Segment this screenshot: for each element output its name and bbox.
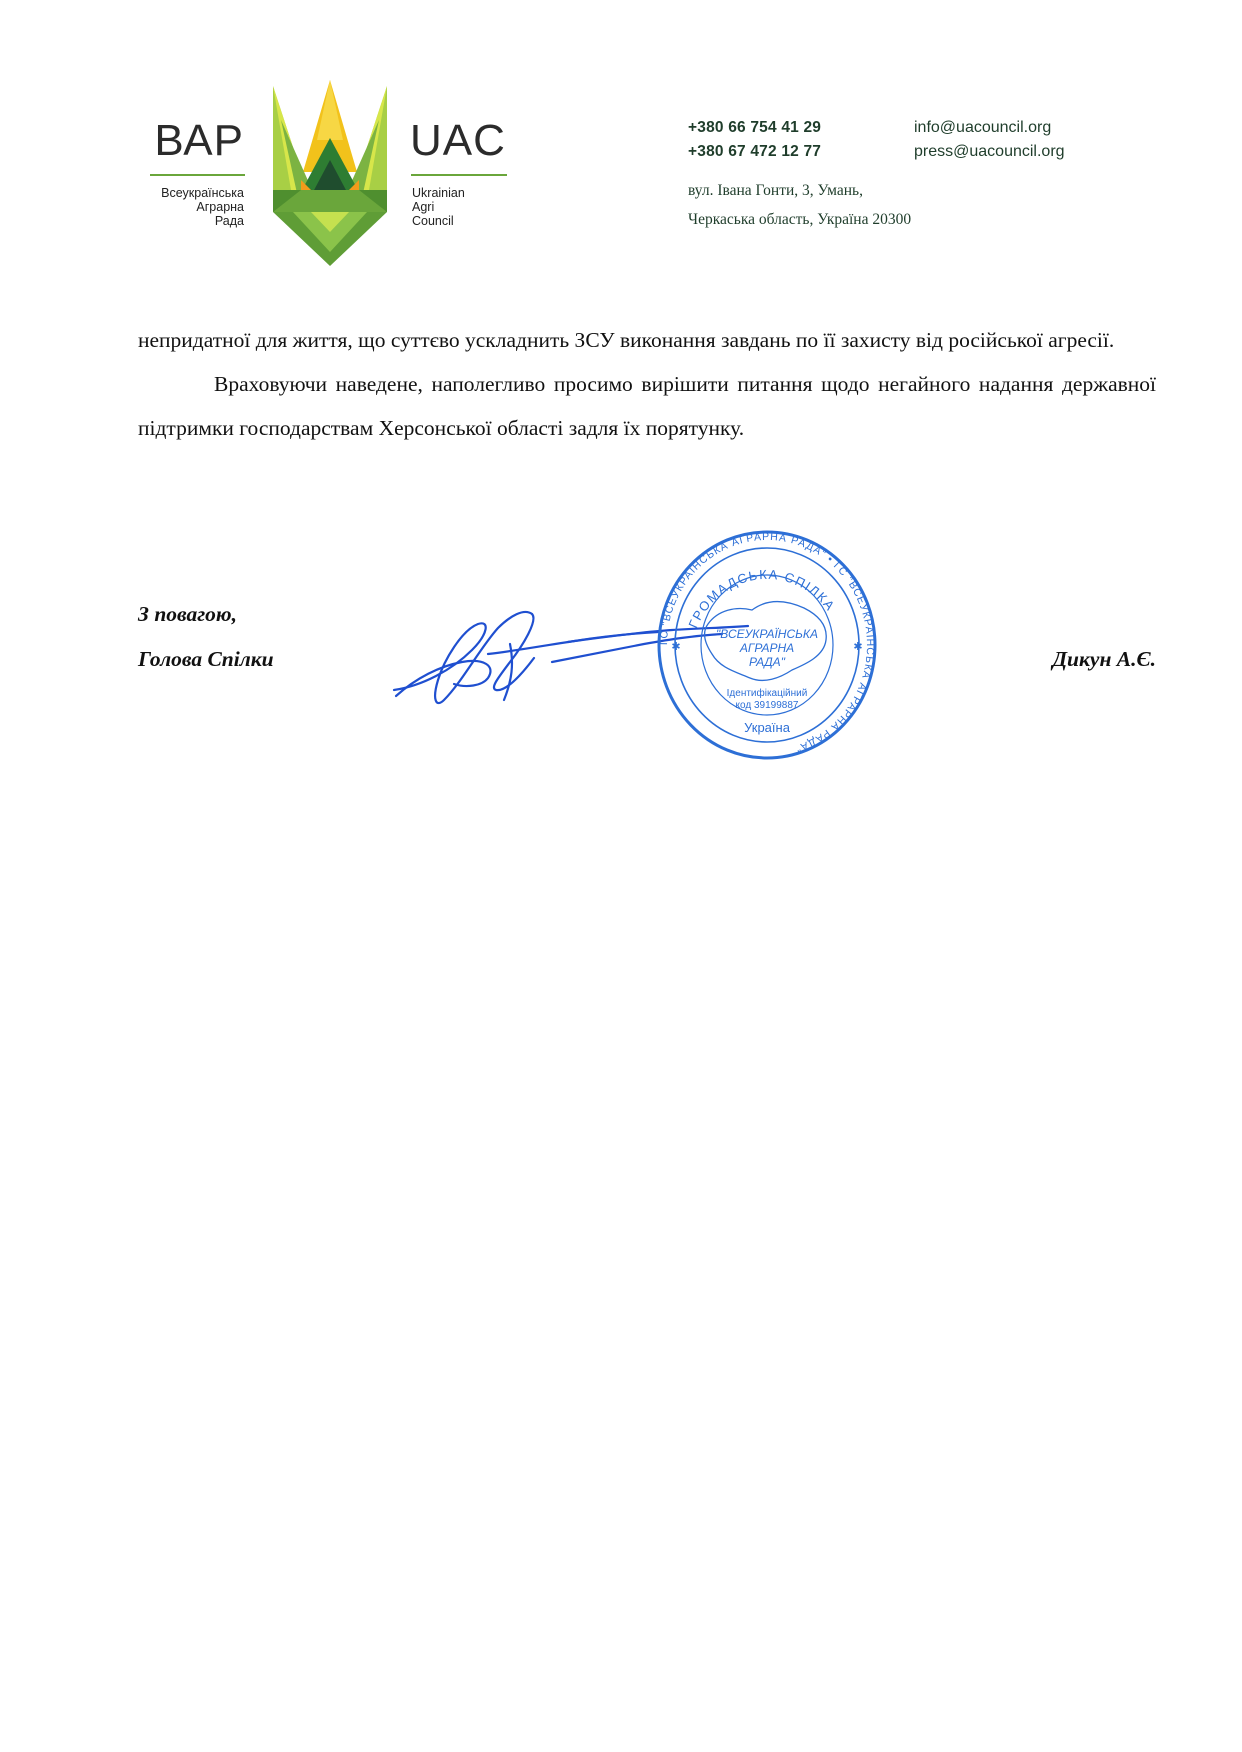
closing-block (138, 592, 274, 682)
seal-id-line: Ідентифікаційний (726, 688, 808, 699)
brand-en-subtitle-line: Agri (412, 200, 435, 214)
phone-list (688, 116, 821, 164)
address-line: Черкаська область, Україна 20300 (688, 211, 912, 228)
seal-star-icon: ✱ (853, 641, 863, 653)
brand-ua-subtitle-line: Рада (214, 214, 244, 228)
brand-ua-abbrev: ВАР (154, 116, 244, 165)
official-seal-stamp (656, 528, 878, 762)
brand-en-subtitle (412, 186, 465, 228)
brand-ua-subtitle-line: Аграрна (196, 200, 244, 214)
email-list (914, 116, 1065, 164)
letterhead-logo (148, 80, 518, 266)
brand-ua-subtitle-line: Всеукраїнська (161, 186, 244, 200)
brand-ua-rule (150, 174, 245, 176)
seal-center-line: "ВСЕУКРАЇНСЬКА (715, 627, 819, 641)
closing-salutation: З повагою, (138, 602, 237, 626)
signer-name: Дикун А.Є. (1052, 647, 1156, 671)
postal-address (688, 176, 911, 234)
phone-number: +380 67 472 12 77 (688, 143, 822, 160)
seal-star-icon: ✱ (671, 641, 681, 653)
trident-emblem-icon (273, 80, 387, 266)
signer-position: Голова Спілки (138, 647, 274, 671)
seal-top-text: ГРОМАДСЬКА СПІЛКА (685, 566, 839, 631)
seal-center-line: АГРАРНА (739, 641, 795, 655)
svg-text:ГРОМАДСЬКА СПІЛКА (685, 567, 838, 630)
seal-bottom-text: Україна (744, 720, 790, 735)
body-paragraph: Враховуючи наведене, наполегливо просимо вирішити питання щодо негайного надання державної підтримки господарствам Херсонської області задля їх порятунку. (138, 372, 1156, 440)
brand-en-rule (411, 174, 507, 176)
email-address: info@uacouncil.org (914, 119, 1052, 136)
brand-ua-subtitle (148, 186, 244, 228)
seal-id-line: код 39199887 (735, 700, 799, 711)
seal-outer-text: ГС "ВСЕУКРАЇНСЬКА АГРАРНА РАДА" • ГС "ВСЕУКРАЇНСЬКА АГРАРНА РАДА" (657, 530, 877, 755)
phone-number: +380 66 754 41 29 (688, 119, 822, 136)
brand-en-abbrev: UAC (410, 116, 506, 165)
letter-body (138, 318, 1156, 450)
email-address: press@uacouncil.org (914, 143, 1065, 160)
brand-en-subtitle-line: Council (412, 214, 454, 228)
seal-center-line: РАДА" (749, 655, 785, 669)
address-line: вул. Івана Гонти, 3, Умань, (688, 182, 863, 199)
brand-en-subtitle-line: Ukrainian (412, 186, 465, 200)
body-paragraph: непридатної для життя, що суттєво ускладнить ЗСУ виконання завдань по її захисту від російської агресії. (138, 328, 1115, 352)
